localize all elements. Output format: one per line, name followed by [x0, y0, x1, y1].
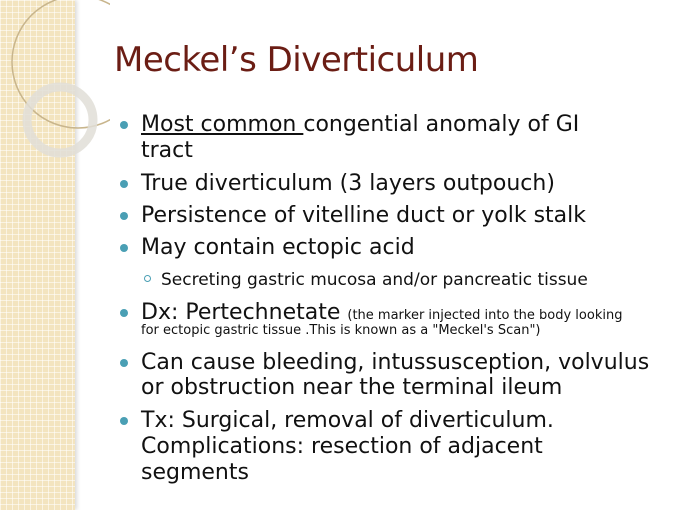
- bullet-text: Persistence of vitelline duct or yolk stalk: [141, 203, 586, 228]
- bullet-text: congential anomaly of GI: [303, 112, 580, 137]
- bullet-text: Tx: Surgical, removal of diverticulum.: [141, 408, 554, 433]
- bullet-icon: [120, 180, 128, 188]
- bullet-text: True diverticulum (3 layers outpouch): [141, 171, 555, 196]
- decorative-circles: [0, 0, 110, 170]
- bullet-text: Secreting gastric mucosa and/or pancreatic tissue: [161, 270, 588, 290]
- bullet-icon: [120, 121, 128, 129]
- slide-title: Meckel’s Diverticulum: [114, 40, 479, 80]
- bullet-text: May contain ectopic acid: [141, 235, 415, 260]
- underlined-text: Most common: [141, 112, 304, 137]
- bullet-text: Dx: Pertechnetate: [141, 300, 341, 325]
- bullet-icon: [120, 244, 128, 252]
- bullet-icon: [120, 212, 128, 220]
- bullet-text: Can cause bleeding, intussusception, volvulus: [141, 350, 650, 375]
- bullet-text: or obstruction near the terminal ileum: [141, 375, 563, 400]
- bullet-text: Complications: resection of adjacent: [141, 434, 543, 459]
- note-continuation: for ectopic gastric tissue .This is known as a "Meckel's Scan"): [141, 323, 541, 338]
- bullet-icon: [120, 309, 128, 317]
- bullet-text: tract: [141, 138, 193, 163]
- bullet-icon: [120, 417, 128, 425]
- note-text: (the marker injected into the body looking: [347, 308, 623, 323]
- sub-bullet-icon: [144, 275, 151, 282]
- bullet-icon: [120, 359, 128, 367]
- bullet-text: segments: [141, 460, 249, 485]
